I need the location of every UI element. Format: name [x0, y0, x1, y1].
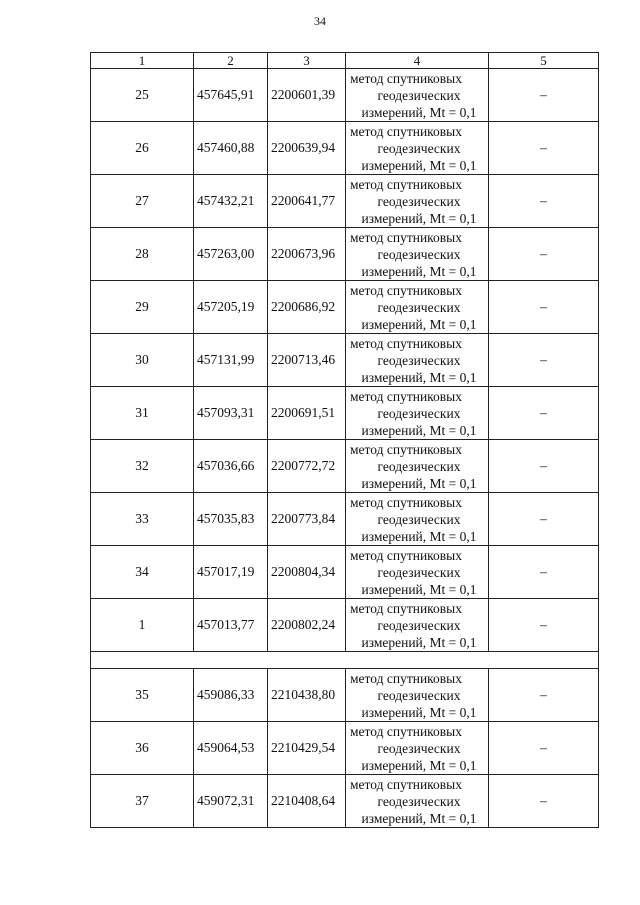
method-line2: геодезических: [377, 193, 461, 209]
method-line3: измерений, Mt = 0,1: [361, 263, 477, 279]
y-coordinate: 2200772,72: [268, 440, 346, 493]
method-line2: геодезических: [377, 564, 461, 580]
method-line2: геодезических: [377, 87, 461, 103]
table-row: [91, 228, 599, 281]
method-line2: геодезических: [377, 617, 461, 633]
method-line2: геодезических: [377, 299, 461, 315]
method-line1: метод спутниковых: [350, 600, 462, 616]
dash-cell: –: [489, 334, 599, 387]
header-col-5: 5: [489, 53, 599, 69]
method-line2: геодезических: [377, 458, 461, 474]
header-col-1: 1: [91, 53, 194, 69]
point-number: 32: [91, 440, 194, 493]
x-coordinate: 457460,88: [194, 122, 268, 175]
x-coordinate: 457645,91: [194, 69, 268, 122]
y-coordinate: 2200713,46: [268, 334, 346, 387]
method-description: [346, 122, 489, 175]
point-number: 34: [91, 546, 194, 599]
method-line1: метод спутниковых: [350, 723, 462, 739]
method-description: [346, 599, 489, 652]
x-coordinate: 457093,31: [194, 387, 268, 440]
point-number: 31: [91, 387, 194, 440]
table-row: [91, 493, 599, 546]
table-row: [91, 440, 599, 493]
method-line3: измерений, Mt = 0,1: [361, 369, 477, 385]
y-coordinate: 2200691,51: [268, 387, 346, 440]
method-line1: метод спутниковых: [350, 388, 462, 404]
x-coordinate: 457131,99: [194, 334, 268, 387]
y-coordinate: 2210438,80: [268, 669, 346, 722]
point-number: 26: [91, 122, 194, 175]
method-line2: геодезических: [377, 740, 461, 756]
method-description: [346, 281, 489, 334]
method-line1: метод спутниковых: [350, 670, 462, 686]
method-line3: измерений, Mt = 0,1: [361, 757, 477, 773]
x-coordinate: 457432,21: [194, 175, 268, 228]
point-number: 36: [91, 722, 194, 775]
dash-cell: –: [489, 440, 599, 493]
y-coordinate: 2200804,34: [268, 546, 346, 599]
y-coordinate: 2200802,24: [268, 599, 346, 652]
method-line1: метод спутниковых: [350, 229, 462, 245]
method-line3: измерений, Mt = 0,1: [361, 104, 477, 120]
y-coordinate: 2200601,39: [268, 69, 346, 122]
dash-cell: –: [489, 175, 599, 228]
method-description: [346, 69, 489, 122]
method-description: [346, 775, 489, 828]
x-coordinate: 457205,19: [194, 281, 268, 334]
dash-cell: –: [489, 281, 599, 334]
point-number: 30: [91, 334, 194, 387]
table-body: [91, 69, 599, 828]
point-number: 1: [91, 599, 194, 652]
method-line2: геодезических: [377, 352, 461, 368]
point-number: 37: [91, 775, 194, 828]
point-number: 33: [91, 493, 194, 546]
method-line3: измерений, Mt = 0,1: [361, 704, 477, 720]
method-line2: геодезических: [377, 687, 461, 703]
y-coordinate: 2200773,84: [268, 493, 346, 546]
method-line2: геодезических: [377, 140, 461, 156]
dash-cell: –: [489, 228, 599, 281]
method-description: [346, 387, 489, 440]
separator-cell: [91, 652, 599, 669]
point-number: 35: [91, 669, 194, 722]
dash-cell: –: [489, 722, 599, 775]
dash-cell: –: [489, 669, 599, 722]
dash-cell: –: [489, 387, 599, 440]
page-number: 34: [314, 14, 326, 28]
method-line2: геодезических: [377, 511, 461, 527]
table-row: [91, 387, 599, 440]
x-coordinate: 457263,00: [194, 228, 268, 281]
y-coordinate: 2210429,54: [268, 722, 346, 775]
x-coordinate: 459072,31: [194, 775, 268, 828]
method-line3: измерений, Mt = 0,1: [361, 316, 477, 332]
method-line3: измерений, Mt = 0,1: [361, 581, 477, 597]
x-coordinate: 459086,33: [194, 669, 268, 722]
method-line3: измерений, Mt = 0,1: [361, 528, 477, 544]
table-row: [91, 599, 599, 652]
method-description: [346, 722, 489, 775]
y-coordinate: 2200641,77: [268, 175, 346, 228]
method-line3: измерений, Mt = 0,1: [361, 157, 477, 173]
header-col-2: 2: [194, 53, 268, 69]
dash-cell: –: [489, 69, 599, 122]
method-line2: геодезических: [377, 246, 461, 262]
table-row: [91, 281, 599, 334]
point-number: 28: [91, 228, 194, 281]
method-line2: геодезических: [377, 405, 461, 421]
dash-cell: –: [489, 599, 599, 652]
header-col-4: 4: [346, 53, 489, 69]
table-row: [91, 775, 599, 828]
y-coordinate: 2210408,64: [268, 775, 346, 828]
method-line1: метод спутниковых: [350, 335, 462, 351]
y-coordinate: 2200639,94: [268, 122, 346, 175]
table-row: [91, 334, 599, 387]
table-row: [91, 175, 599, 228]
dash-cell: –: [489, 493, 599, 546]
method-description: [346, 669, 489, 722]
y-coordinate: 2200673,96: [268, 228, 346, 281]
method-line3: измерений, Mt = 0,1: [361, 634, 477, 650]
dash-cell: –: [489, 122, 599, 175]
method-line2: геодезических: [377, 793, 461, 809]
dash-cell: –: [489, 775, 599, 828]
method-line1: метод спутниковых: [350, 282, 462, 298]
method-line1: метод спутниковых: [350, 494, 462, 510]
table-header-row: [91, 53, 599, 69]
x-coordinate: 457036,66: [194, 440, 268, 493]
method-line3: измерений, Mt = 0,1: [361, 210, 477, 226]
x-coordinate: 457017,19: [194, 546, 268, 599]
table-row: [91, 546, 599, 599]
method-line1: метод спутниковых: [350, 70, 462, 86]
method-line1: метод спутниковых: [350, 441, 462, 457]
table-row: [91, 122, 599, 175]
method-description: [346, 440, 489, 493]
method-line3: измерений, Mt = 0,1: [361, 475, 477, 491]
y-coordinate: 2200686,92: [268, 281, 346, 334]
point-number: 27: [91, 175, 194, 228]
x-coordinate: 459064,53: [194, 722, 268, 775]
table-row: [91, 69, 599, 122]
header-col-3: 3: [268, 53, 346, 69]
method-description: [346, 493, 489, 546]
method-description: [346, 546, 489, 599]
point-number: 25: [91, 69, 194, 122]
separator-row: [91, 652, 599, 669]
method-line1: метод спутниковых: [350, 176, 462, 192]
x-coordinate: 457035,83: [194, 493, 268, 546]
method-line3: измерений, Mt = 0,1: [361, 810, 477, 826]
method-description: [346, 334, 489, 387]
point-number: 29: [91, 281, 194, 334]
coordinates-table: [90, 52, 599, 828]
x-coordinate: 457013,77: [194, 599, 268, 652]
method-line1: метод спутниковых: [350, 123, 462, 139]
table-row: [91, 669, 599, 722]
method-line3: измерений, Mt = 0,1: [361, 422, 477, 438]
table-row: [91, 722, 599, 775]
method-description: [346, 228, 489, 281]
method-description: [346, 175, 489, 228]
dash-cell: –: [489, 546, 599, 599]
method-line1: метод спутниковых: [350, 547, 462, 563]
method-line1: метод спутниковых: [350, 776, 462, 792]
